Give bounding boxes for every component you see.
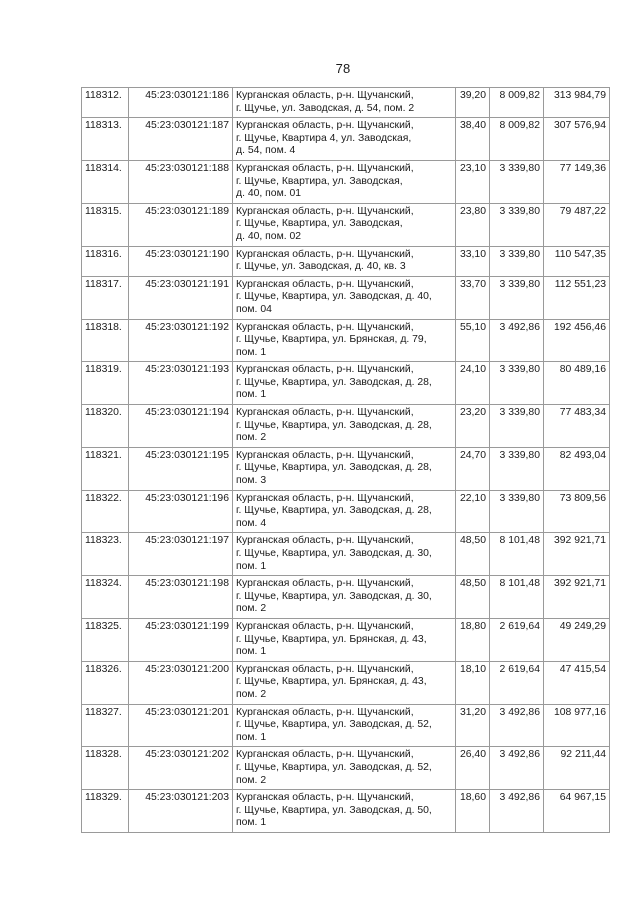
table-row [82, 533, 610, 576]
row-number-cell: 118314. [82, 160, 129, 203]
cadastral-number-cell: 45:23:030121:197 [129, 533, 233, 576]
cadastral-number-cell: 45:23:030121:188 [129, 160, 233, 203]
unit-price-cell: 3 492,86 [490, 747, 544, 790]
address-line: пом. 04 [236, 303, 272, 315]
address-line: пом. 3 [236, 475, 267, 487]
total-value-cell: 49 249,29 [544, 618, 610, 661]
unit-price-cell: 2 619,64 [490, 618, 544, 661]
total-value-cell: 77 483,34 [544, 405, 610, 448]
row-number-cell: 118315. [82, 203, 129, 246]
cadastral-number-cell: 45:23:030121:199 [129, 618, 233, 661]
address-line: г. Щучье, Квартира, ул. Заводская, д. 28, [236, 376, 432, 388]
unit-price-cell: 3 339,80 [490, 490, 544, 533]
row-number-cell: 118316. [82, 246, 129, 276]
area-cell: 33,70 [456, 276, 490, 319]
table-row [82, 362, 610, 405]
address-cell [233, 618, 456, 661]
address-cell [233, 118, 456, 161]
address-line: д. 54, пом. 4 [236, 145, 296, 157]
unit-price-cell: 3 492,86 [490, 704, 544, 747]
cadastral-number-cell: 45:23:030121:192 [129, 319, 233, 362]
unit-price-cell: 3 492,86 [490, 790, 544, 833]
area-cell: 48,50 [456, 533, 490, 576]
row-number-cell: 118320. [82, 405, 129, 448]
area-cell: 31,20 [456, 704, 490, 747]
area-cell: 23,80 [456, 203, 490, 246]
address-line: Курганская область, р-н. Щучанский, [236, 749, 414, 761]
address-cell [233, 88, 456, 118]
cadastral-number-cell: 45:23:030121:193 [129, 362, 233, 405]
address-cell [233, 447, 456, 490]
address-cell [233, 160, 456, 203]
address-line: г. Щучье, Квартира, ул. Заводская, д. 52, [236, 719, 432, 731]
address-cell [233, 661, 456, 704]
address-line: пом. 1 [236, 346, 267, 358]
cadastral-number-cell: 45:23:030121:189 [129, 203, 233, 246]
address-line: д. 40, пом. 02 [236, 230, 302, 242]
address-line: Курганская область, р-н. Щучанский, [236, 321, 414, 333]
unit-price-cell: 3 339,80 [490, 203, 544, 246]
address-line: Курганская область, р-н. Щучанский, [236, 205, 414, 217]
address-line: Курганская область, р-н. Щучанский, [236, 578, 414, 590]
address-cell [233, 576, 456, 619]
unit-price-cell: 3 339,80 [490, 362, 544, 405]
row-number-cell: 118327. [82, 704, 129, 747]
address-line: пом. 1 [236, 817, 267, 829]
area-cell: 24,70 [456, 447, 490, 490]
unit-price-cell: 8 009,82 [490, 118, 544, 161]
total-value-cell: 80 489,16 [544, 362, 610, 405]
cadastral-number-cell: 45:23:030121:191 [129, 276, 233, 319]
total-value-cell: 92 211,44 [544, 747, 610, 790]
address-line: Курганская область, р-н. Щучанский, [236, 620, 414, 632]
address-line: пом. 2 [236, 432, 267, 444]
cadastral-number-cell: 45:23:030121:203 [129, 790, 233, 833]
address-line: Курганская область, р-н. Щучанский, [236, 120, 414, 132]
table-row [82, 447, 610, 490]
address-line: пом. 2 [236, 774, 267, 786]
total-value-cell: 47 415,54 [544, 661, 610, 704]
address-line: г. Щучье, Квартира, ул. Брянская, д. 43, [236, 676, 427, 688]
table-row [82, 661, 610, 704]
address-cell [233, 533, 456, 576]
address-line: г. Щучье, Квартира, ул. Заводская, [236, 218, 403, 230]
address-line: г. Щучье, Квартира, ул. Брянская, д. 43, [236, 633, 427, 645]
cadastral-number-cell: 45:23:030121:190 [129, 246, 233, 276]
unit-price-cell: 2 619,64 [490, 661, 544, 704]
address-cell [233, 362, 456, 405]
address-line: г. Щучье, Квартира, ул. Заводская, д. 28, [236, 462, 432, 474]
cadastral-number-cell: 45:23:030121:194 [129, 405, 233, 448]
table-row [82, 276, 610, 319]
area-cell: 23,20 [456, 405, 490, 448]
address-cell [233, 276, 456, 319]
row-number-cell: 118328. [82, 747, 129, 790]
address-line: Курганская область, р-н. Щучанский, [236, 449, 414, 461]
cadastral-number-cell: 45:23:030121:196 [129, 490, 233, 533]
row-number-cell: 118325. [82, 618, 129, 661]
total-value-cell: 110 547,35 [544, 246, 610, 276]
row-number-cell: 118326. [82, 661, 129, 704]
address-cell [233, 790, 456, 833]
total-value-cell: 313 984,79 [544, 88, 610, 118]
area-cell: 18,60 [456, 790, 490, 833]
address-line: г. Щучье, ул. Заводская, д. 40, кв. 3 [236, 261, 406, 273]
table-row [82, 246, 610, 276]
address-line: Курганская область, р-н. Щучанский, [236, 535, 414, 547]
address-line: г. Щучье, Квартира, ул. Заводская, [236, 175, 403, 187]
total-value-cell: 108 977,16 [544, 704, 610, 747]
page-number: 78 [335, 61, 351, 76]
row-number-cell: 118317. [82, 276, 129, 319]
row-number-cell: 118329. [82, 790, 129, 833]
address-line: Курганская область, р-н. Щучанский, [236, 407, 414, 419]
cadastral-number-cell: 45:23:030121:187 [129, 118, 233, 161]
address-line: Курганская область, р-н. Щучанский, [236, 706, 414, 718]
total-value-cell: 392 921,71 [544, 533, 610, 576]
unit-price-cell: 3 339,80 [490, 160, 544, 203]
area-cell: 26,40 [456, 747, 490, 790]
table-row [82, 618, 610, 661]
row-number-cell: 118321. [82, 447, 129, 490]
address-line: Курганская область, р-н. Щучанский, [236, 492, 414, 504]
row-number-cell: 118313. [82, 118, 129, 161]
total-value-cell: 392 921,71 [544, 576, 610, 619]
address-line: г. Щучье, ул. Заводская, д. 54, пом. 2 [236, 102, 415, 114]
address-line: пом. 1 [236, 646, 267, 658]
total-value-cell: 112 551,23 [544, 276, 610, 319]
registry-table-body [82, 88, 610, 833]
address-line: г. Щучье, Квартира, ул. Заводская, д. 40, [236, 291, 432, 303]
row-number-cell: 118312. [82, 88, 129, 118]
total-value-cell: 192 456,46 [544, 319, 610, 362]
address-line: г. Щучье, Квартира, ул. Заводская, д. 28, [236, 505, 432, 517]
cadastral-number-cell: 45:23:030121:198 [129, 576, 233, 619]
area-cell: 22,10 [456, 490, 490, 533]
table-row [82, 203, 610, 246]
address-line: Курганская область, р-н. Щучанский, [236, 364, 414, 376]
address-line: пом. 1 [236, 560, 267, 572]
table-row [82, 405, 610, 448]
address-line: пом. 1 [236, 389, 267, 401]
table-row [82, 490, 610, 533]
unit-price-cell: 3 339,80 [490, 246, 544, 276]
address-line: г. Щучье, Квартира, ул. Заводская, д. 30, [236, 548, 432, 559]
address-line: г. Щучье, Квартира 4, ул. Заводская, [236, 132, 412, 144]
cadastral-number-cell: 45:23:030121:201 [129, 704, 233, 747]
area-cell: 24,10 [456, 362, 490, 405]
address-line: пом. 4 [236, 517, 267, 529]
total-value-cell: 82 493,04 [544, 447, 610, 490]
table-row [82, 88, 610, 118]
cadastral-number-cell: 45:23:030121:186 [129, 88, 233, 118]
row-number-cell: 118324. [82, 576, 129, 619]
address-line: г. Щучье, Квартира, ул. Заводская, д. 52, [236, 761, 432, 773]
address-line: Курганская область, р-н. Щучанский, [236, 248, 414, 260]
table-row [82, 790, 610, 833]
property-registry-table [81, 87, 610, 833]
address-cell [233, 405, 456, 448]
total-value-cell: 77 149,36 [544, 160, 610, 203]
total-value-cell: 73 809,56 [544, 490, 610, 533]
unit-price-cell: 8 101,48 [490, 533, 544, 576]
address-cell [233, 246, 456, 276]
total-value-cell: 79 487,22 [544, 203, 610, 246]
area-cell: 38,40 [456, 118, 490, 161]
address-line: пом. 2 [236, 603, 267, 615]
row-number-cell: 118322. [82, 490, 129, 533]
address-line: г. Щучье, Квартира, ул. Заводская, д. 28, [236, 419, 432, 431]
address-cell [233, 319, 456, 362]
address-cell [233, 747, 456, 790]
address-cell [233, 203, 456, 246]
area-cell: 33,10 [456, 246, 490, 276]
table-row [82, 576, 610, 619]
address-cell [233, 490, 456, 533]
area-cell: 18,10 [456, 661, 490, 704]
table-row [82, 747, 610, 790]
unit-price-cell: 3 339,80 [490, 447, 544, 490]
row-number-cell: 118318. [82, 319, 129, 362]
address-line: Курганская область, р-н. Щучанский, [236, 278, 414, 290]
address-line: Курганская область, р-н. Щучанский, [236, 90, 414, 101]
address-cell [233, 704, 456, 747]
total-value-cell: 64 967,15 [544, 790, 610, 833]
address-line: д. 40, пом. 01 [236, 188, 302, 200]
area-cell: 39,20 [456, 88, 490, 118]
area-cell: 23,10 [456, 160, 490, 203]
table-row [82, 319, 610, 362]
cadastral-number-cell: 45:23:030121:195 [129, 447, 233, 490]
table-row [82, 160, 610, 203]
cadastral-number-cell: 45:23:030121:200 [129, 661, 233, 704]
total-value-cell: 307 576,94 [544, 118, 610, 161]
table-row [82, 118, 610, 161]
unit-price-cell: 3 339,80 [490, 276, 544, 319]
address-line: Курганская область, р-н. Щучанский, [236, 663, 414, 675]
address-line: пом. 2 [236, 688, 267, 700]
cadastral-number-cell: 45:23:030121:202 [129, 747, 233, 790]
address-line: г. Щучье, Квартира, ул. Заводская, д. 30, [236, 590, 432, 602]
unit-price-cell: 3 492,86 [490, 319, 544, 362]
address-line: г. Щучье, Квартира, ул. Заводская, д. 50, [236, 804, 432, 816]
address-line: Курганская область, р-н. Щучанский, [236, 162, 414, 174]
area-cell: 55,10 [456, 319, 490, 362]
address-line: пом. 1 [236, 731, 267, 743]
area-cell: 48,50 [456, 576, 490, 619]
unit-price-cell: 8 009,82 [490, 88, 544, 118]
address-line: Курганская область, р-н. Щучанский, [236, 792, 414, 804]
unit-price-cell: 3 339,80 [490, 405, 544, 448]
unit-price-cell: 8 101,48 [490, 576, 544, 619]
address-line: г. Щучье, Квартира, ул. Брянская, д. 79, [236, 334, 427, 346]
table-row [82, 704, 610, 747]
area-cell: 18,80 [456, 618, 490, 661]
row-number-cell: 118323. [82, 533, 129, 576]
row-number-cell: 118319. [82, 362, 129, 405]
